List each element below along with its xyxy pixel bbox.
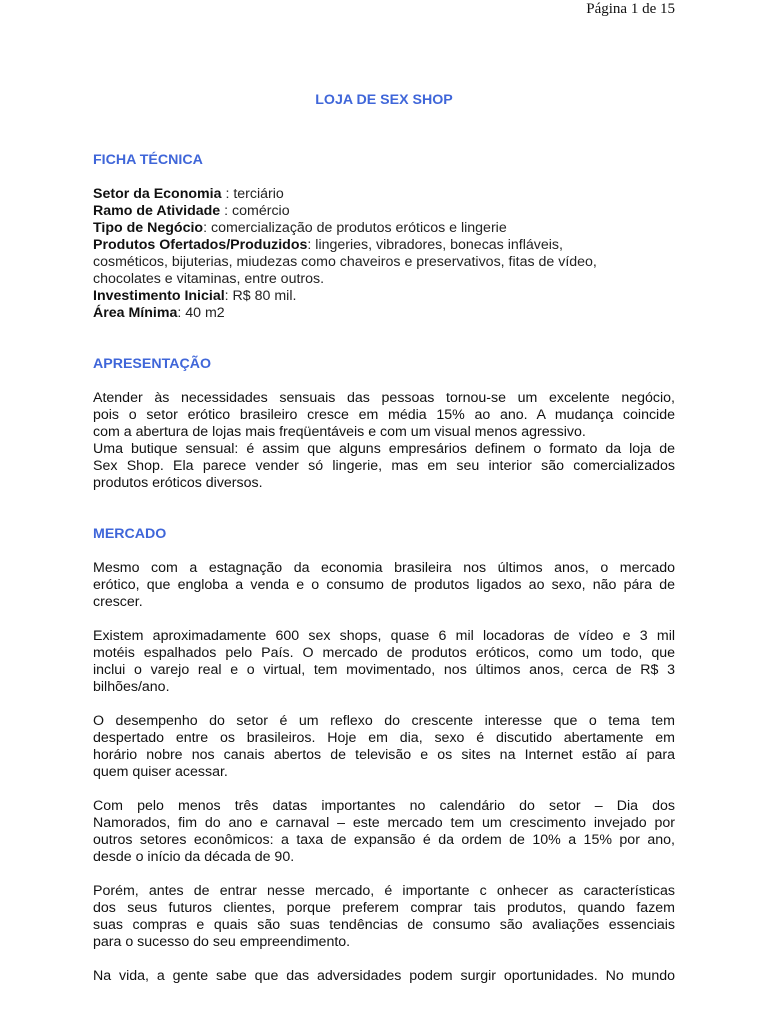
text-line: produtos eróticos diversos. — [93, 475, 263, 491]
mercado-paragraph-3 — [93, 713, 675, 781]
ficha-produtos — [93, 237, 675, 288]
mercado-paragraph-5 — [93, 883, 675, 951]
section-heading-mercado: MERCADO — [93, 526, 167, 542]
tipo-value: : comercialização de produtos eróticos e lingerie — [203, 220, 507, 236]
text-line: Sex Shop. Ela parece vender só lingerie, mas em seu interior são comercializados — [93, 458, 675, 474]
text-line: Uma butique sensual: é assim que alguns empresários definem o formato da loja de — [93, 441, 675, 457]
text-line: quem quiser acessar. — [93, 764, 228, 780]
text-line: para o sucesso do seu empreendimento. — [93, 934, 351, 950]
investimento-value: : R$ 80 mil. — [224, 288, 297, 304]
area-value: : 40 m2 — [177, 305, 225, 321]
ramo-value: : comércio — [220, 203, 290, 219]
ficha-setor — [93, 186, 675, 203]
area-label: Área Mínima — [93, 305, 178, 321]
text-line: pois o setor erótico brasileiro cresce em média 15% ao ano. A mudança coincide — [93, 407, 675, 423]
text-line: Porém, antes de entrar nesse mercado, é importante c onhecer as características — [93, 883, 675, 899]
text-line: erótico, que engloba a venda e o consumo de produtos ligados ao sexo, não pára de — [93, 577, 675, 593]
text-line: dos seus futuros clientes, porque preferem comprar tais produtos, quando fazem — [93, 900, 675, 916]
ramo-label: Ramo de Atividade — [93, 203, 221, 219]
mercado-paragraph-2 — [93, 628, 675, 696]
text-line: desde o início da década de 90. — [93, 849, 295, 865]
apresentacao-paragraph-1 — [93, 390, 675, 441]
apresentacao-paragraph-2 — [93, 441, 675, 492]
text-line: crescer. — [93, 594, 143, 610]
produtos-value-line2: cosméticos, bijuterias, miudezas como chaveiros e preservativos, fitas de vídeo, — [93, 254, 597, 270]
mercado-paragraph-6 — [93, 968, 675, 985]
text-line: Com pelo menos três datas importantes no calendário do setor – Dia dos — [93, 798, 675, 814]
text-line: suas compras e quais são suas tendências de consumo são avaliações essenciais — [93, 917, 675, 933]
tipo-label: Tipo de Negócio — [93, 220, 204, 236]
ficha-tipo — [93, 220, 675, 237]
text-line: com a abertura de lojas mais freqüentáveis e com um visual menos agressivo. — [93, 424, 586, 440]
setor-value: : terciário — [221, 186, 284, 202]
produtos-label: Produtos Ofertados/Produzidos — [93, 237, 308, 253]
document-title: LOJA DE SEX SHOP — [315, 92, 453, 108]
text-line: Existem aproximadamente 600 sex shops, quase 6 mil locadoras de vídeo e 3 mil — [93, 628, 675, 644]
mercado-paragraph-4 — [93, 798, 675, 866]
text-line: inclui o varejo real e o virtual, tem movimentado, nos últimos anos, cerca de R$ 3 — [93, 662, 675, 678]
text-line: horário nobre nos canais abertos de televisão e os sites na Internet estão aí para — [93, 747, 675, 763]
section-heading-ficha-tecnica: FICHA TÉCNICA — [93, 152, 203, 168]
document-body — [93, 92, 675, 985]
text-line: Na vida, a gente sabe que das adversidades podem surgir oportunidades. No mundo — [93, 968, 675, 984]
text-line: bilhões/ano. — [93, 679, 170, 695]
mercado-paragraph-1 — [93, 560, 675, 611]
produtos-value-line3: chocolates e vitaminas, entre outros. — [93, 271, 325, 287]
ficha-ramo — [93, 203, 675, 220]
text-line: outros setores econômicos: a taxa de expansão é da ordem de 10% a 15% por ano, — [93, 832, 675, 848]
text-line: motéis espalhados pelo País. O mercado de produtos eróticos, como um todo, que — [93, 645, 675, 661]
page-number: Página 1 de 15 — [586, 1, 675, 17]
text-line: despertado entre os brasileiros. Hoje em dia, sexo é discutido abertamente em — [93, 730, 675, 746]
ficha-investimento — [93, 288, 675, 305]
setor-label: Setor da Economia — [93, 186, 222, 202]
ficha-area — [93, 305, 675, 322]
text-line: Atender às necessidades sensuais das pessoas tornou-se um excelente negócio, — [93, 390, 675, 406]
text-line: Namorados, fim do ano e carnaval – este mercado tem um crescimento invejado por — [93, 815, 675, 831]
text-line: O desempenho do setor é um reflexo do crescente interesse que o tema tem — [93, 713, 675, 729]
investimento-label: Investimento Inicial — [93, 288, 225, 304]
text-line: Mesmo com a estagnação da economia brasileira nos últimos anos, o mercado — [93, 560, 675, 576]
produtos-value-line1: : lingeries, vibradores, bonecas infláveis, — [307, 237, 563, 253]
section-heading-apresentacao: APRESENTAÇÃO — [93, 356, 211, 372]
ficha-tecnica — [93, 186, 675, 322]
